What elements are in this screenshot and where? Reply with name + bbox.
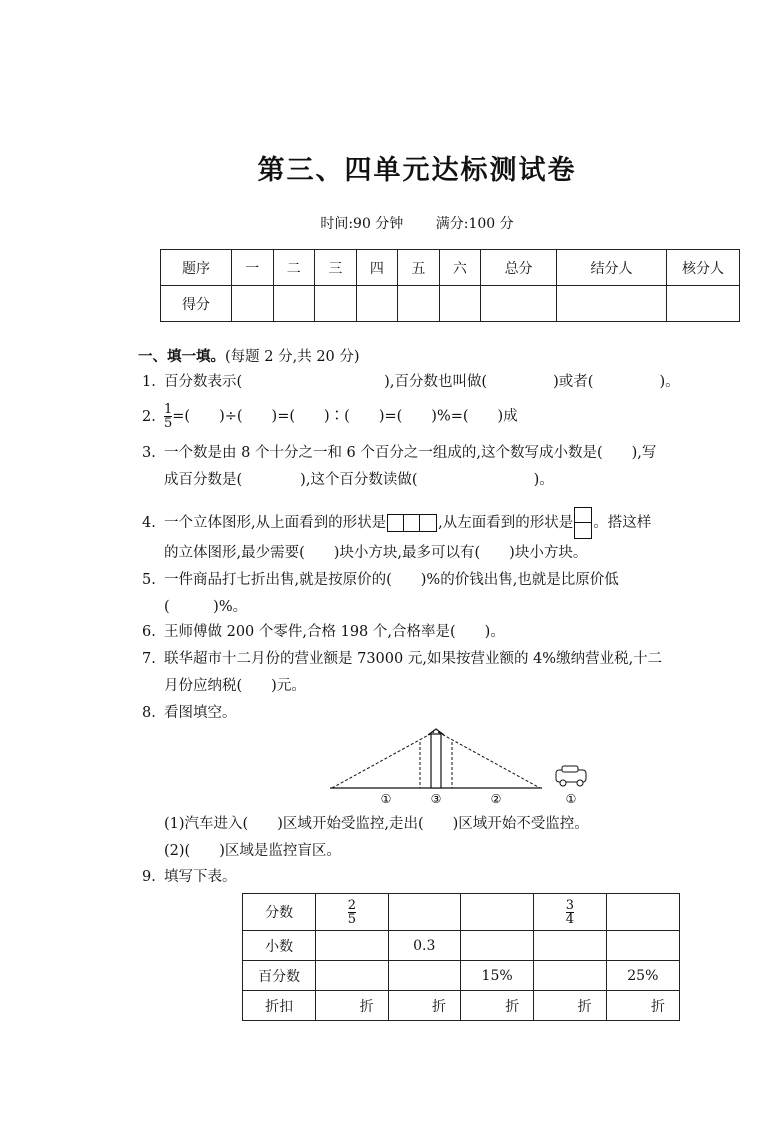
fraction-numerator: 3 (565, 897, 575, 913)
q3-line-1: 一个数是由 8 个十分之一和 6 个百分之一组成的,这个数写成小数是( ),写 (164, 445, 657, 461)
question-8 (142, 703, 237, 723)
table-cell: 25% (606, 961, 679, 991)
zone-label: ① (380, 792, 392, 806)
exam-full-score: 满分:100 分 (435, 216, 514, 232)
table-cell[interactable]: 折 (388, 991, 460, 1021)
table-row (243, 931, 680, 961)
table-cell[interactable]: 折 (460, 991, 533, 1021)
question-5 (142, 570, 619, 590)
table-cell[interactable] (606, 931, 679, 961)
score-cell: 六 (439, 250, 481, 286)
score-cell: 四 (356, 250, 398, 286)
score-cell: 核分人 (667, 250, 740, 286)
score-input-cell[interactable] (356, 286, 398, 322)
right-boundary-dashed (438, 732, 540, 788)
row-label: 小数 (243, 931, 316, 961)
q3-line-2: 成百分数是( ),这个百分数读做( )。 (164, 472, 554, 488)
table-row (243, 961, 680, 991)
score-cell: 三 (315, 250, 357, 286)
q4-text-a: 一个立体图形,从上面看到的形状是 (164, 515, 387, 531)
table-cell[interactable] (534, 931, 606, 961)
fraction-numerator: 2 (347, 897, 357, 913)
table-row (243, 991, 680, 1021)
section-note: (每题 2 分,共 20 分) (225, 349, 360, 365)
question-number: 6. (142, 624, 156, 640)
section-heading (138, 345, 360, 366)
score-input-cell[interactable] (232, 286, 274, 322)
fraction-denominator: 5 (164, 416, 173, 431)
table-cell: 15% (460, 961, 533, 991)
q6-text: 王师傅做 200 个零件,合格 198 个,合格率是( )。 (164, 624, 505, 640)
q1-text-a: 百分数表示( (164, 374, 243, 390)
q5-line-1: 一件商品打七折出售,就是按原价的( )%的价钱出售,也就是比原价低 (164, 572, 619, 588)
car-icon (556, 766, 586, 786)
q2-text: =( )÷( )=( )∶( )=( )%=( )成 (172, 408, 518, 425)
q5-line-2: ( )%。 (164, 599, 248, 615)
exam-info (0, 213, 774, 233)
question-2 (142, 403, 518, 430)
table-cell[interactable]: 折 (534, 991, 606, 1021)
zone-label: ② (490, 792, 502, 806)
score-cell: 总分 (481, 250, 557, 286)
score-row (161, 286, 740, 322)
question-3 (142, 443, 656, 463)
table-cell[interactable] (460, 931, 533, 961)
table-cell[interactable] (316, 931, 388, 961)
score-input-cell[interactable] (556, 286, 666, 322)
score-cell: 一 (232, 250, 274, 286)
fraction (348, 899, 356, 926)
q9-text: 填写下表。 (164, 869, 237, 885)
fraction-numerator: 1 (164, 402, 173, 417)
table-cell (534, 894, 606, 931)
table-cell[interactable] (316, 961, 388, 991)
zone-label: ③ (430, 792, 442, 806)
monitor-zone-diagram (330, 726, 600, 808)
score-label: 得分 (161, 286, 232, 322)
zone-label: ① (565, 792, 577, 806)
exam-time: 时间:90 分钟 (320, 216, 404, 232)
table-cell[interactable] (534, 961, 606, 991)
question-4 (142, 507, 651, 539)
left-boundary-dashed (332, 732, 434, 788)
q8-sub-1: (1)汽车进入( )区域开始受监控,走出( )区域开始不受监控。 (164, 816, 589, 832)
q4-line-2: 的立体图形,最少需要( )块小方块,最多可以有( )块小方块。 (164, 545, 588, 561)
question-number: 2. (142, 408, 156, 425)
table-cell[interactable]: 折 (606, 991, 679, 1021)
table-cell: 0.3 (388, 931, 460, 961)
question-number: 5. (142, 572, 156, 588)
fraction-denominator: 4 (565, 911, 575, 927)
q8-sub-2: (2)( )区域是监控盲区。 (164, 843, 341, 859)
question-7 (142, 649, 662, 669)
score-table (160, 249, 740, 322)
q4-text-b: ,从左面看到的形状是 (438, 515, 574, 531)
question-1 (142, 372, 680, 392)
question-number: 4. (142, 515, 156, 531)
score-cell: 二 (273, 250, 315, 286)
table-cell[interactable]: 折 (316, 991, 388, 1021)
fraction-denominator: 5 (347, 911, 357, 927)
score-cell: 题序 (161, 250, 232, 286)
fraction (566, 899, 574, 926)
score-input-cell[interactable] (439, 286, 481, 322)
score-input-cell[interactable] (273, 286, 315, 322)
score-cell: 结分人 (556, 250, 666, 286)
q7-line-2: 月份应纳税( )元。 (164, 678, 306, 694)
q4-text-c: 。搭这样 (593, 515, 652, 531)
row-label: 折扣 (243, 991, 316, 1021)
table-cell[interactable] (606, 894, 679, 931)
question-number: 7. (142, 651, 156, 667)
table-cell[interactable] (388, 894, 460, 931)
question-number: 9. (142, 869, 156, 885)
table-row (243, 894, 680, 931)
score-input-cell[interactable] (398, 286, 440, 322)
page-title: 第三、四单元达标测试卷 (257, 155, 577, 186)
q7-line-1: 联华超市十二月份的营业额是 73000 元,如果按营业额的 4%缴纳营业税,十二 (164, 651, 663, 667)
q8-text: 看图填空。 (164, 705, 237, 721)
conversion-table (242, 893, 680, 1021)
score-header-row (161, 250, 740, 286)
score-cell: 五 (398, 250, 440, 286)
question-number: 3. (142, 445, 156, 461)
table-cell[interactable] (460, 894, 533, 931)
question-9 (142, 867, 237, 887)
q1-text-c: )或者( (553, 374, 594, 390)
q1-text-d: )。 (659, 374, 680, 390)
row-label: 百分数 (243, 961, 316, 991)
monitor-pole (431, 734, 441, 788)
row-label: 分数 (243, 894, 316, 931)
score-input-cell[interactable] (315, 286, 357, 322)
left-view-shape (574, 507, 592, 539)
q1-text-b: ),百分数也叫做( (384, 374, 488, 390)
question-number: 1. (142, 374, 156, 390)
question-number: 8. (142, 705, 156, 721)
section-label: 一、填一填。 (138, 349, 225, 365)
score-input-cell[interactable] (667, 286, 740, 322)
table-cell[interactable] (388, 961, 460, 991)
question-6 (142, 622, 505, 642)
score-input-cell[interactable] (481, 286, 557, 322)
top-view-shape (387, 514, 437, 532)
table-cell (316, 894, 388, 931)
